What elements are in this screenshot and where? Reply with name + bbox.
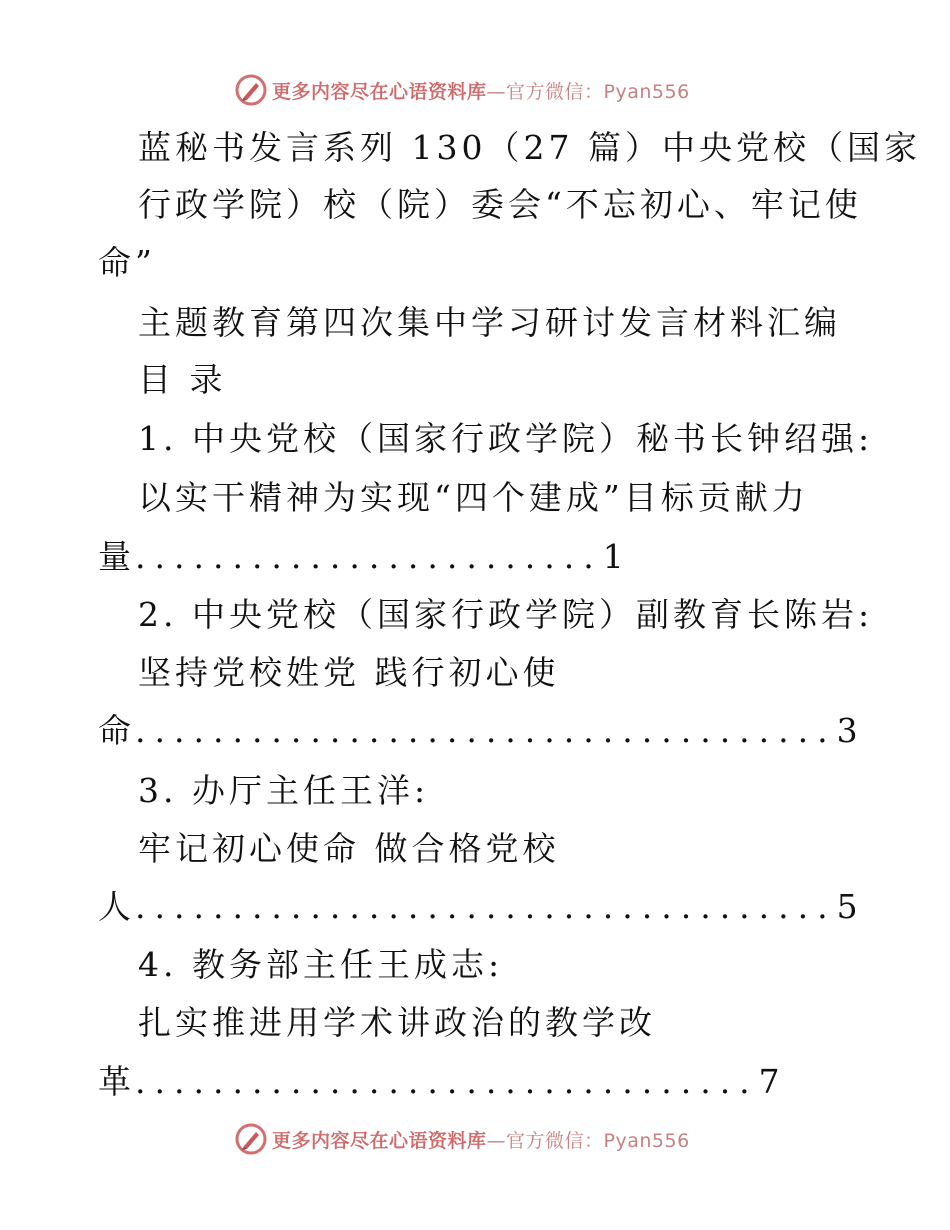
document-title-line-3: 命” [98,243,156,282]
pen-logo-icon [234,1122,268,1156]
toc-entry-title: 坚持党校姓党 践行初心使 [138,653,560,692]
toc-page-number: 5 [836,887,862,926]
document-title-line-2: 行政学院）校（院）委会“不忘初心、牢记使 [138,185,862,224]
pen-logo-icon [234,73,268,107]
toc-leader-dots: .................................... [135,887,837,926]
toc-entry-tail: 人 [98,887,135,926]
toc-entry-title: 扎实推进用学术讲政治的教学改 [138,1003,656,1042]
toc-entry-author: 1. 中央党校（国家行政学院）秘书长钟绍强: [138,419,874,458]
toc-heading: 目 录 [138,360,227,399]
toc-entry-page-line[interactable] [98,711,862,751]
toc-leader-dots: .................................... [135,711,837,750]
toc-leader-dots: ................................ [135,1062,759,1101]
toc-page-number: 7 [758,1062,784,1101]
watermark-text: 更多内容尽在心语资料库—官方微信：Pyan556 [272,80,690,103]
watermark-footer [234,1121,690,1157]
toc-entry-author: 4. 教务部主任王成志: [138,945,504,984]
toc-entry-author: 3. 办厅主任王洋: [138,771,430,810]
document-title-line-4: 主题教育第四次集中学习研讨发言材料汇编 [138,303,841,342]
toc-entry-tail: 量 [98,537,135,576]
toc-entry-page-line[interactable] [98,537,628,577]
watermark-text: 更多内容尽在心语资料库—官方微信：Pyan556 [272,1129,690,1152]
toc-leader-dots: ........................ [135,537,603,576]
toc-entry-page-line[interactable] [98,1062,784,1102]
toc-page-number: 3 [836,711,862,750]
toc-entry-tail: 命 [98,711,135,750]
toc-entry-page-line[interactable] [98,887,862,927]
toc-entry-title: 牢记初心使命 做合格党校 [138,829,560,868]
toc-entry-author: 2. 中央党校（国家行政学院）副教育长陈岩: [138,595,874,634]
toc-entry-title: 以实干精神为实现“四个建成”目标贡献力 [138,478,809,517]
toc-page-number: 1 [602,537,628,576]
watermark-header [234,72,690,108]
toc-entry-tail: 革 [98,1062,135,1101]
document-title-line-1: 蓝秘书发言系列 130（27 篇）中央党校（国家 [138,128,921,167]
